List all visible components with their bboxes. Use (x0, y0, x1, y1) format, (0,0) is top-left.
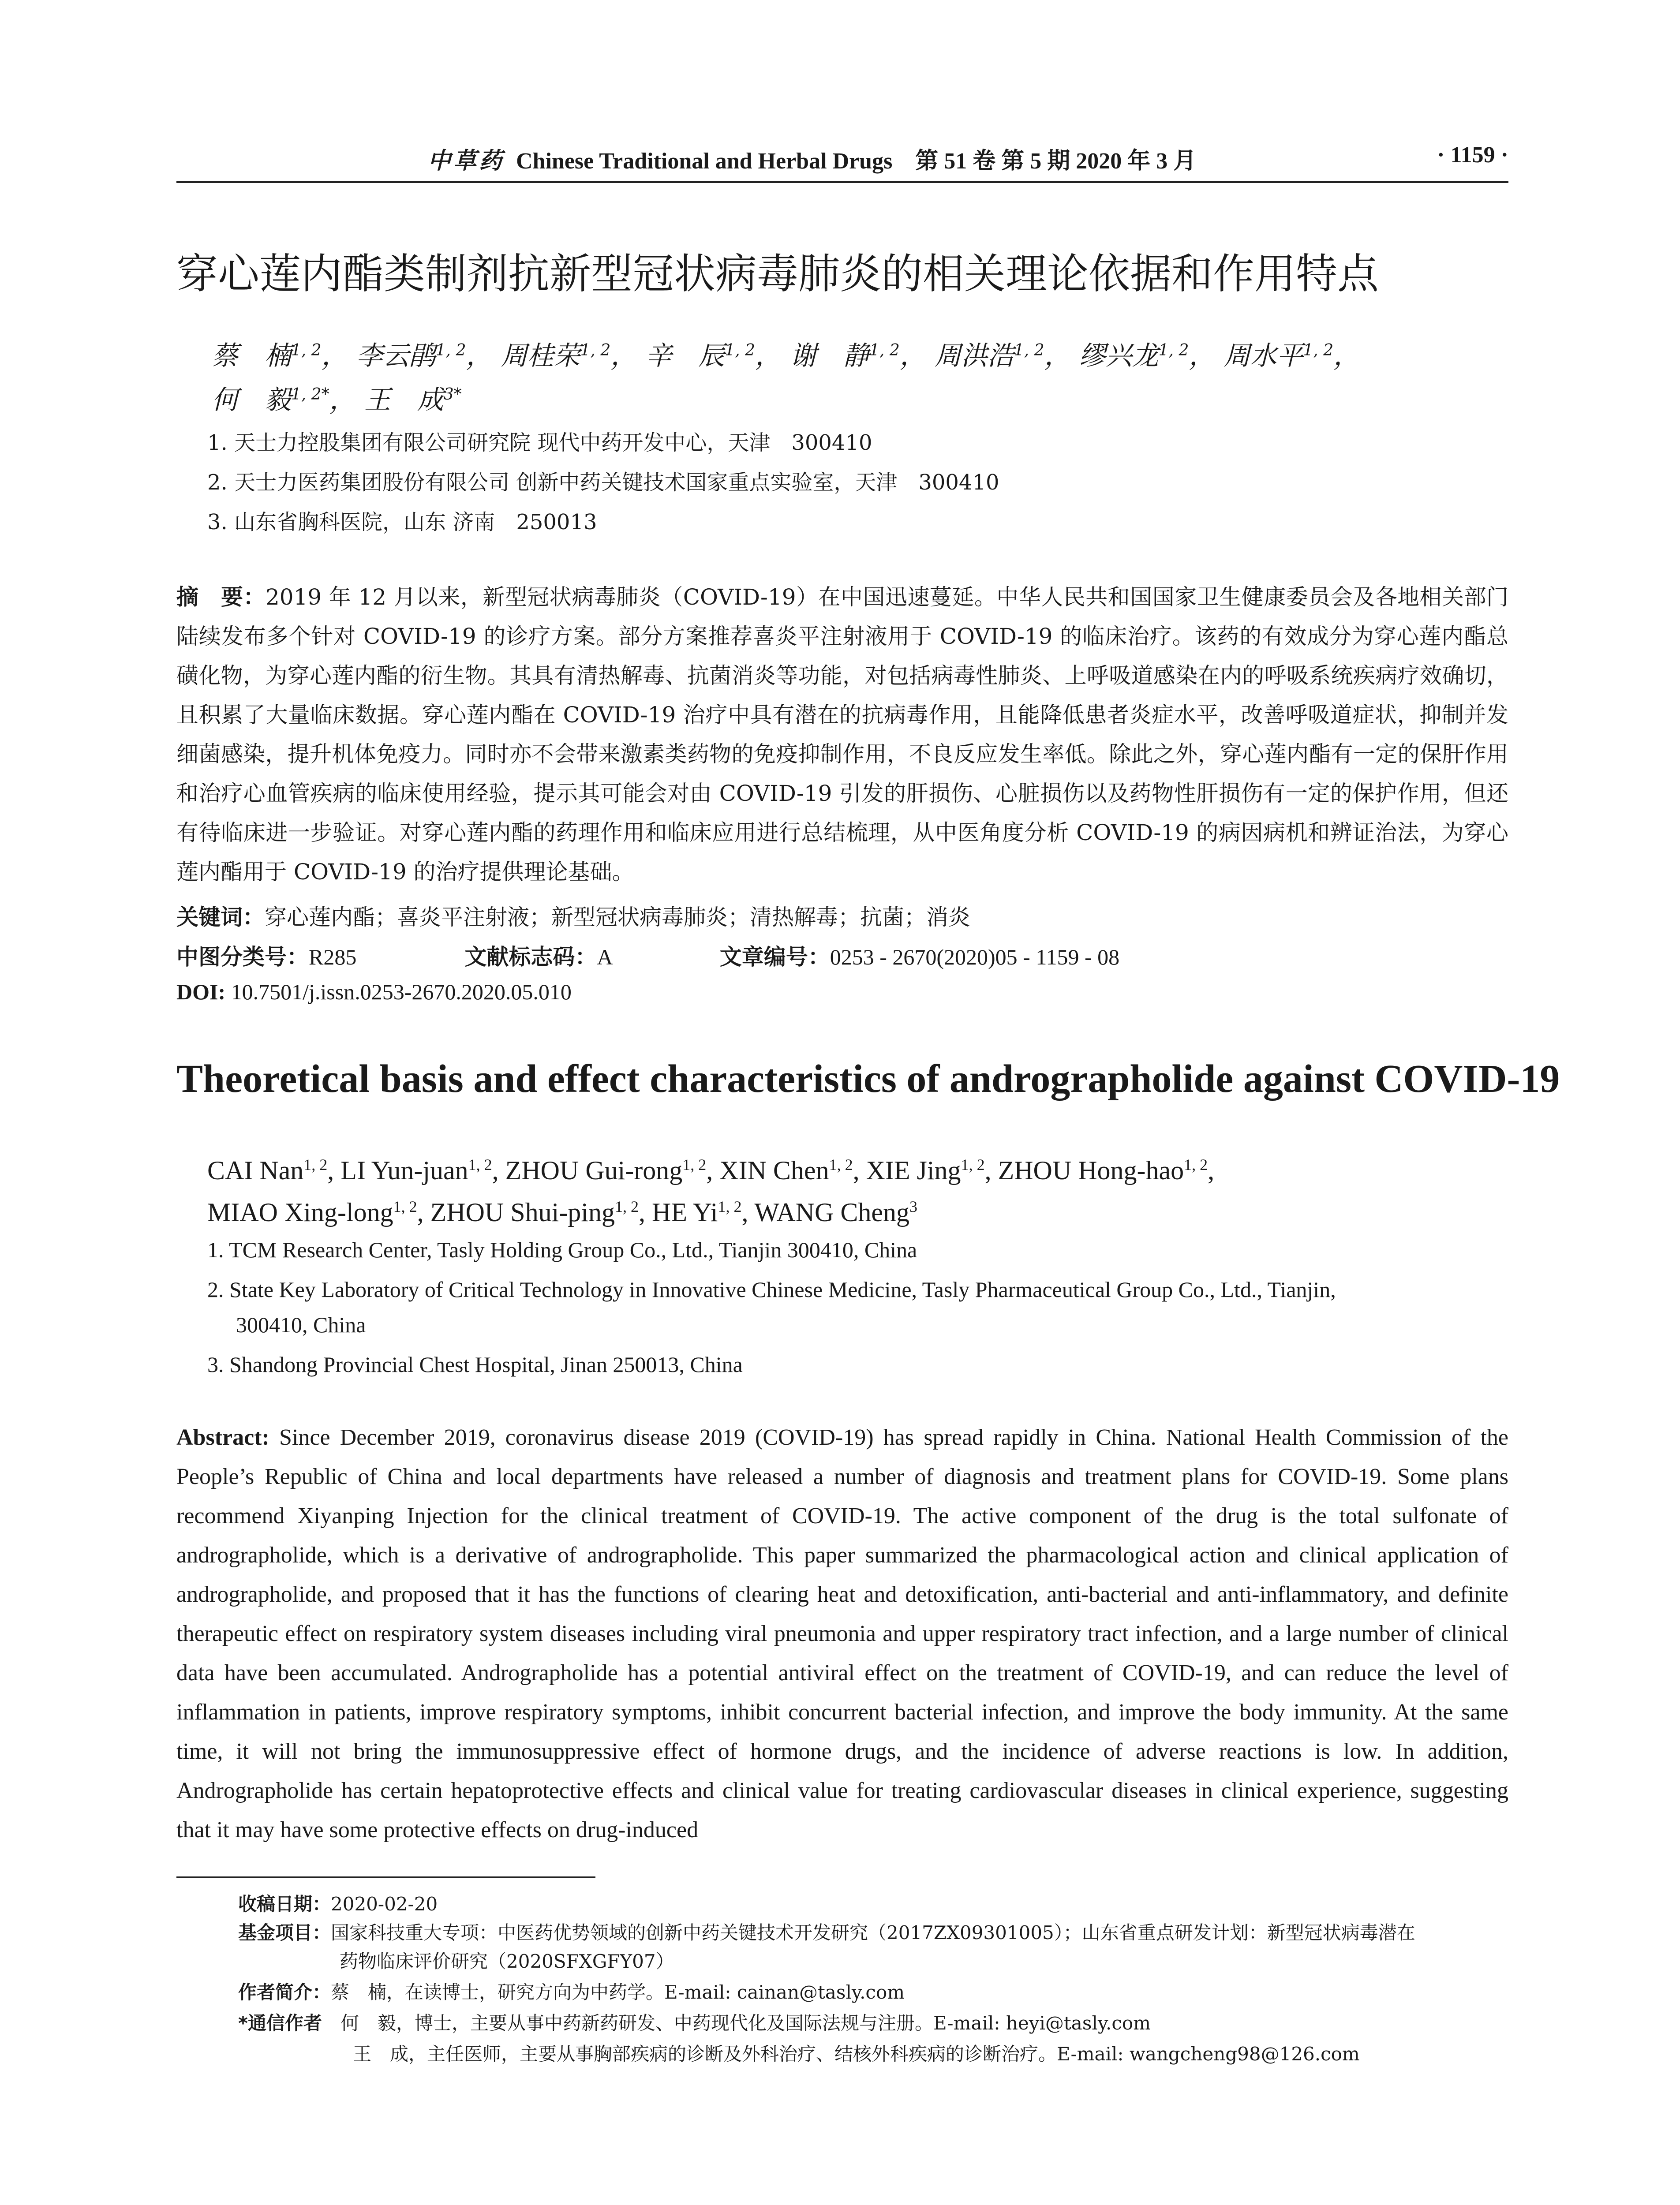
abstract-en-text: Since December 2019, coronavirus disease 2019 (COVID-19) has spread rapidly in China. National Health Commission of the People’s Republic of China and local departments have released a number of diagnosis and treatment plans for COVID-19. Some plans recommend Xiyanping Injection for the clinical treatment of COVID-19. The active component of the drug is the total sulfonate of andrographolide, which is a derivative of andrographolide. This paper summarized the pharmacological action and clinical application of andrographolide, and proposed that it has the functions of clearing heat and detoxification, anti-bacterial and anti-inflammatory, and definite therapeutic effect on respiratory system diseases including viral pneumonia and upper respiratory tract infection, and a large number of clinical data have been accumulated. Andrographolide has a potential antiviral effect on the treatment of COVID-19, and can reduce the level of inflammation in patients, improve respiratory symptoms, inhibit concurrent bacterial infection, and improve the body immunity. At the same time, it will not bring the immunosuppressive effect of hormone drugs, and the incidence of adverse reactions is low. In addition, Andrographolide has certain hepatoprotective effects and clinical value for treating cardiovascular diseases in clinical experience, suggesting that it may have some protective effects on drug-induced (176, 1425, 1509, 1842)
page-number: · 1159 · (1437, 142, 1508, 168)
footnote-author-intro: 作者简介：蔡 楠，在读博士，研究方向为中药学。E-mail: cainan@tasly.com (238, 1981, 905, 2003)
affiliation-en-2: 2. State Key Laboratory of Critical Technology in Innovative Chinese Medicine, Tasly Pharmaceutical Group Co., Ltd., Tianjin, (207, 1277, 1336, 1302)
affiliation-cn-3: 3. 山东省胸科医院，山东 济南 250013 (207, 510, 597, 534)
affiliation-en-3: 3. Shandong Provincial Chest Hospital, Jinan 250013, China (207, 1352, 743, 1377)
authors-cn-line-1: 蔡 楠$^{1, 2}$， 李云鹃$^{1, 2}$， 周桂荣$^{1, 2}$， 辛 辰$^{1, 2}$， 谢 静$^{1, 2}$， 周洪浩$^{1, 2}$， 缪兴龙$^{1, 2}$， 周水平$^{1, 2}$， (212, 340, 1360, 371)
abstract-cn (176, 578, 1508, 892)
author-cn: 何 毅$^{1, 2*}$ (212, 385, 329, 415)
footnote-corresponding: *通信作者 何 毅，博士，主要从事中药新药研发、中药现代化及国际法规与注册。E-mail: heyi@tasly.com (238, 2012, 1151, 2034)
footnote-corresponding-cont: 王 成，主任医师，主要从事胸部疾病的诊断及外科治疗、结核外科疾病的诊断治疗。E-mail: wangcheng98@126.com (353, 2043, 1360, 2065)
author-cn: 李云鹃$^{1, 2}$ (356, 340, 466, 371)
abstract-en (176, 1418, 1508, 1850)
running-header (176, 132, 1508, 183)
authors-cn-line-2: 何 毅$^{1, 2*}$， 王 成$^{3*}$ (212, 385, 462, 415)
journal-line: Chinese Traditional and Herbal Drugs 第 51 卷 第 5 期 2020 年 3 月 (516, 149, 1197, 174)
doi: DOI: 10.7501/j.issn.0253-2670.2020.05.010 (176, 979, 572, 1004)
authors-en-line-2: MIAO Xing-long$^{1, 2}$, ZHOU Shui-ping$^{1, 2}$, HE Yi$^{1, 2}$, WANG Cheng$^3$ (207, 1198, 917, 1227)
author-cn: 周洪浩$^{1, 2}$ (934, 340, 1044, 371)
abstract-en-label: Abstract: (176, 1425, 269, 1450)
affiliation-en-2-cont: 300410, China (236, 1312, 366, 1337)
author-cn: 辛 辰$^{1, 2}$ (645, 340, 756, 371)
keywords-cn: 关键词：穿心莲内酯；喜炎平注射液；新型冠状病毒肺炎；清热解毒；抗菌；消炎 (176, 904, 970, 930)
affiliation-cn-2: 2. 天士力医药集团股份有限公司 创新中药关键技术国家重点实验室，天津 300410 (207, 470, 999, 495)
footnote-funding-cont: 药物临床评价研究（2020SFXGFY07） (340, 1951, 674, 1972)
authors-en-line-1: CAI Nan$^{1, 2}$, LI Yun-juan$^{1, 2}$, ZHOU Gui-rong$^{1, 2}$, XIN Chen$^{1, 2}$, XIE Jing$^{1, 2}$, ZHOU Hong-hao$^{1, 2}$, (207, 1156, 1215, 1185)
author-cn: 周桂荣$^{1, 2}$ (501, 340, 611, 371)
title-en: Theoretical basis and effect characteristics of andrographolide against COVID-19 (176, 1057, 1560, 1101)
classification-line: 中图分类号：R285 文献标志码：A 文章编号：0253 - 2670(2020)05 - 1159 - 08 (176, 944, 1120, 970)
abstract-cn-label: 摘 要： (176, 584, 266, 610)
affiliation-cn-1: 1. 天士力控股集团有限公司研究院 现代中药开发中心，天津 300410 (207, 430, 872, 455)
footnote-funding: 基金项目：国家科技重大专项：中医药优势领域的创新中药关键技术开发研究（2017ZX09301005）；山东省重点研发计划：新型冠状病毒潜在 (238, 1922, 1415, 1943)
author-cn: 王 成$^{3*}$ (364, 385, 462, 415)
title-cn: 穿心莲内酯类制剂抗新型冠状病毒肺炎的相关理论依据和作用特点 (176, 250, 1379, 298)
journal-logo: 中草药 (428, 147, 505, 174)
footnote-rule (176, 1876, 595, 1878)
author-cn: 周水平$^{1, 2}$ (1224, 340, 1334, 371)
footnote-received: 收稿日期：2020-02-20 (238, 1893, 438, 1915)
affiliation-en-1: 1. TCM Research Center, Tasly Holding Group Co., Ltd., Tianjin 300410, China (207, 1237, 917, 1262)
author-cn: 蔡 楠$^{1, 2}$ (212, 340, 322, 371)
author-cn: 缪兴龙$^{1, 2}$ (1079, 340, 1189, 371)
abstract-cn-text: 2019 年 12 月以来，新型冠状病毒肺炎（COVID-19）在中国迅速蔓延。中华人民共和国国家卫生健康委员会及各地相关部门陆续发布多个针对 COVID-19 的诊疗方案。部分方案推荐喜炎平注射液用于 COVID-19 的临床治疗。该药的有效成分为穿心莲内酯总磺化物，为穿心莲内酯的衍生物。其具有清热解毒、抗菌消炎等功能，对包括病毒性肺炎、上呼吸道感染在内的呼吸系统疾病疗效确切，且积累了大量临床数据。穿心莲内酯在 COVID-19 治疗中具有潜在的抗病毒作用，且能降低患者炎症水平，改善呼吸道症状，抑制并发细菌感染，提升机体免疫力。同时亦不会带来激素类药物的免疫抑制作用，不良反应发生率低。除此之外，穿心莲内酯有一定的保肝作用和治疗心血管疾病的临床使用经验，提示其可能会对由 COVID-19 引发的肝损伤、心脏损伤以及药物性肝损伤有一定的保护作用，但还有待临床进一步验证。对穿心莲内酯的药理作用和临床应用进行总结梳理，从中医角度分析 COVID-19 的病因病机和辨证治法，为穿心莲内酯用于 COVID-19 的治疗提供理论基础。 (176, 584, 1509, 885)
author-cn: 谢 静$^{1, 2}$ (790, 340, 900, 371)
